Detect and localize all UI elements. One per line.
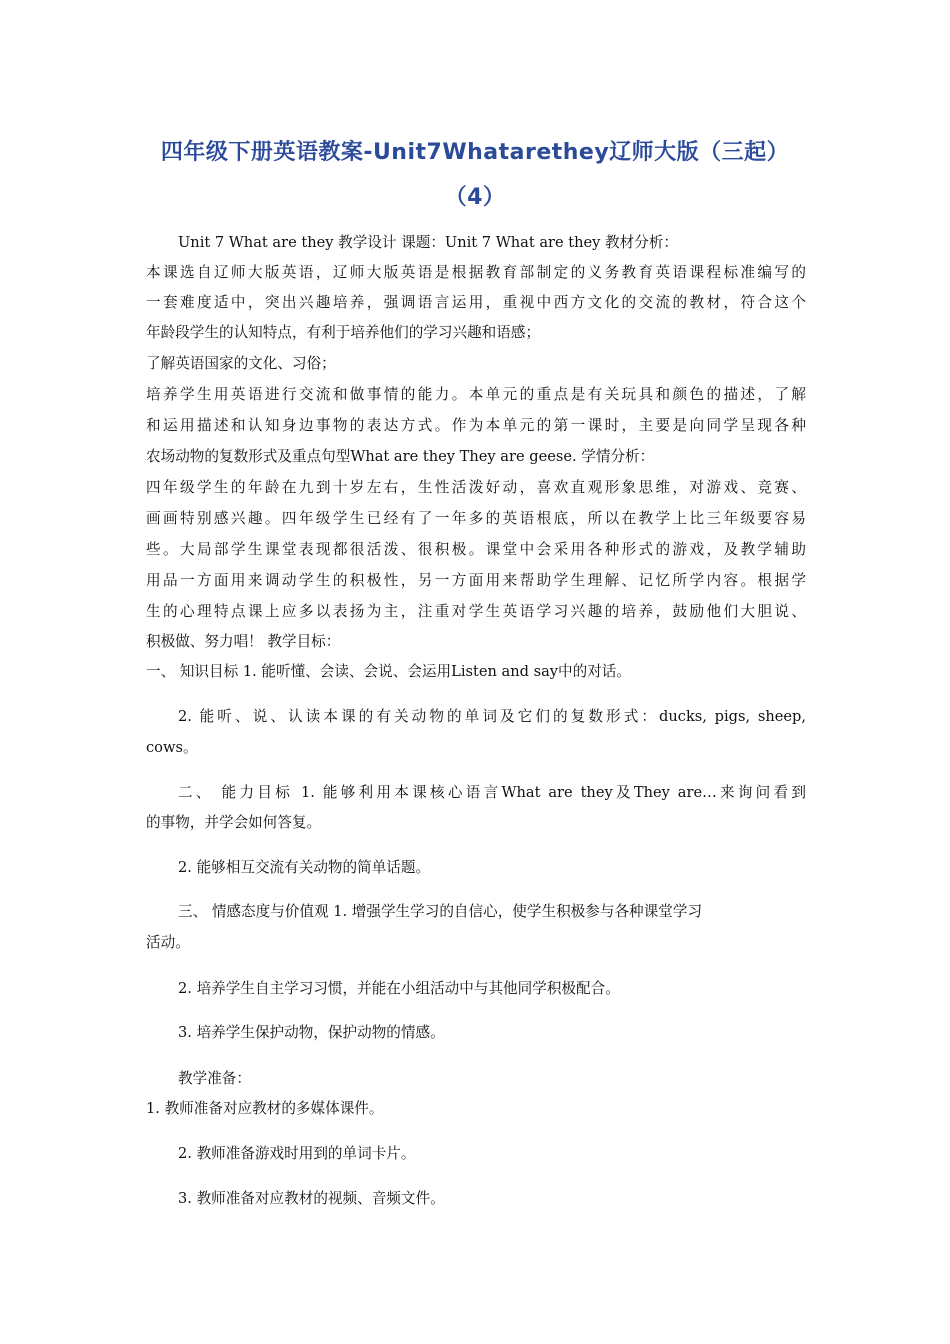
objective-knowledge-item-2: 2. 能听、说、认读本课的有关动物的单词及它们的复数形式：ducks, pigs, sheep, — [178, 708, 806, 725]
objective-emotion-cont: 活动。 — [146, 934, 190, 951]
objective-ability-item-2: 2. 能够相互交流有关动物的简单话题。 — [178, 859, 431, 876]
paragraph-line: 一套难度适中，突出兴趣培养，强调语言运用，重视中西方文化的交流的教材，符合这个 — [146, 294, 806, 311]
objective-emotion: 三、 情感态度与价值观 1. 增强学生学习的自信心，使学生积极参与各种课堂学习 — [178, 903, 703, 920]
paragraph-line: 些。大局部学生课堂表现都很活泼、很积极。课堂中会采用各种形式的游戏，及教学辅助 — [146, 541, 806, 558]
paragraph-line: 积极做、努力唱！ 教学目标： — [146, 633, 341, 650]
document-title-line-2: （4） — [444, 185, 506, 210]
objective-knowledge-item-2-cont: cows。 — [146, 739, 198, 756]
paragraph-line: 了解英语国家的文化、习俗； — [146, 355, 336, 372]
paragraph-line: 四年级学生的年龄在九到十岁左右，生性活泼好动，喜欢直观形象思维，对游戏、竞赛、 — [146, 479, 806, 496]
paragraph-line: 培养学生用英语进行交流和做事情的能力。本单元的重点是有关玩具和颜色的描述，了解 — [146, 386, 806, 403]
paragraph-line: 和运用描述和认知身边事物的表达方式。作为本单元的第一课时，主要是向同学呈现各种 — [146, 417, 806, 434]
document-title-line-1: 四年级下册英语教案-Unit7Whatarethey辽师大版（三起） — [160, 140, 790, 165]
intro-line: Unit 7 What are they 教学设计 课题：Unit 7 What are they 教材分析： — [178, 234, 679, 251]
preparation-heading: 教学准备： — [178, 1070, 251, 1087]
preparation-item-3: 3. 教师准备对应教材的视频、音频文件。 — [178, 1190, 445, 1207]
paragraph-line: 画画特别感兴趣。四年级学生已经有了一年多的英语根底，所以在教学上比三年级要容易 — [146, 510, 806, 527]
objective-emotion-item-3: 3. 培养学生保护动物，保护动物的情感。 — [178, 1024, 445, 1041]
paragraph-line: 年龄段学生的认知特点，有利于培养他们的学习兴趣和语感； — [146, 324, 541, 341]
paragraph-line: 生的心理特点课上应多以表扬为主，注重对学生英语学习兴趣的培养，鼓励他们大胆说、 — [146, 603, 806, 620]
paragraph-line: 农场动物的复数形式及重点句型What are they They are geese. 学情分析： — [146, 448, 655, 465]
paragraph-line: 本课选自辽师大版英语，辽师大版英语是根据教育部制定的义务教育英语课程标准编写的 — [146, 264, 806, 281]
objective-knowledge: 一、 知识目标 1. 能听懂、会读、会说、会运用Listen and say中的对话。 — [146, 663, 631, 680]
objective-ability: 二、 能力目标 1. 能够利用本课核心语言What are they及They are…来询问看到 — [178, 784, 806, 801]
preparation-item-2: 2. 教师准备游戏时用到的单词卡片。 — [178, 1145, 416, 1162]
paragraph-line: 用品一方面用来调动学生的积极性，另一方面用来帮助学生理解、记忆所学内容。根据学 — [146, 572, 806, 589]
objective-ability-cont: 的事物，并学会如何答复。 — [146, 814, 322, 831]
preparation-item-1: 1. 教师准备对应教材的多媒体课件。 — [146, 1100, 384, 1117]
objective-emotion-item-2: 2. 培养学生自主学习习惯，并能在小组活动中与其他同学积极配合。 — [178, 980, 620, 997]
